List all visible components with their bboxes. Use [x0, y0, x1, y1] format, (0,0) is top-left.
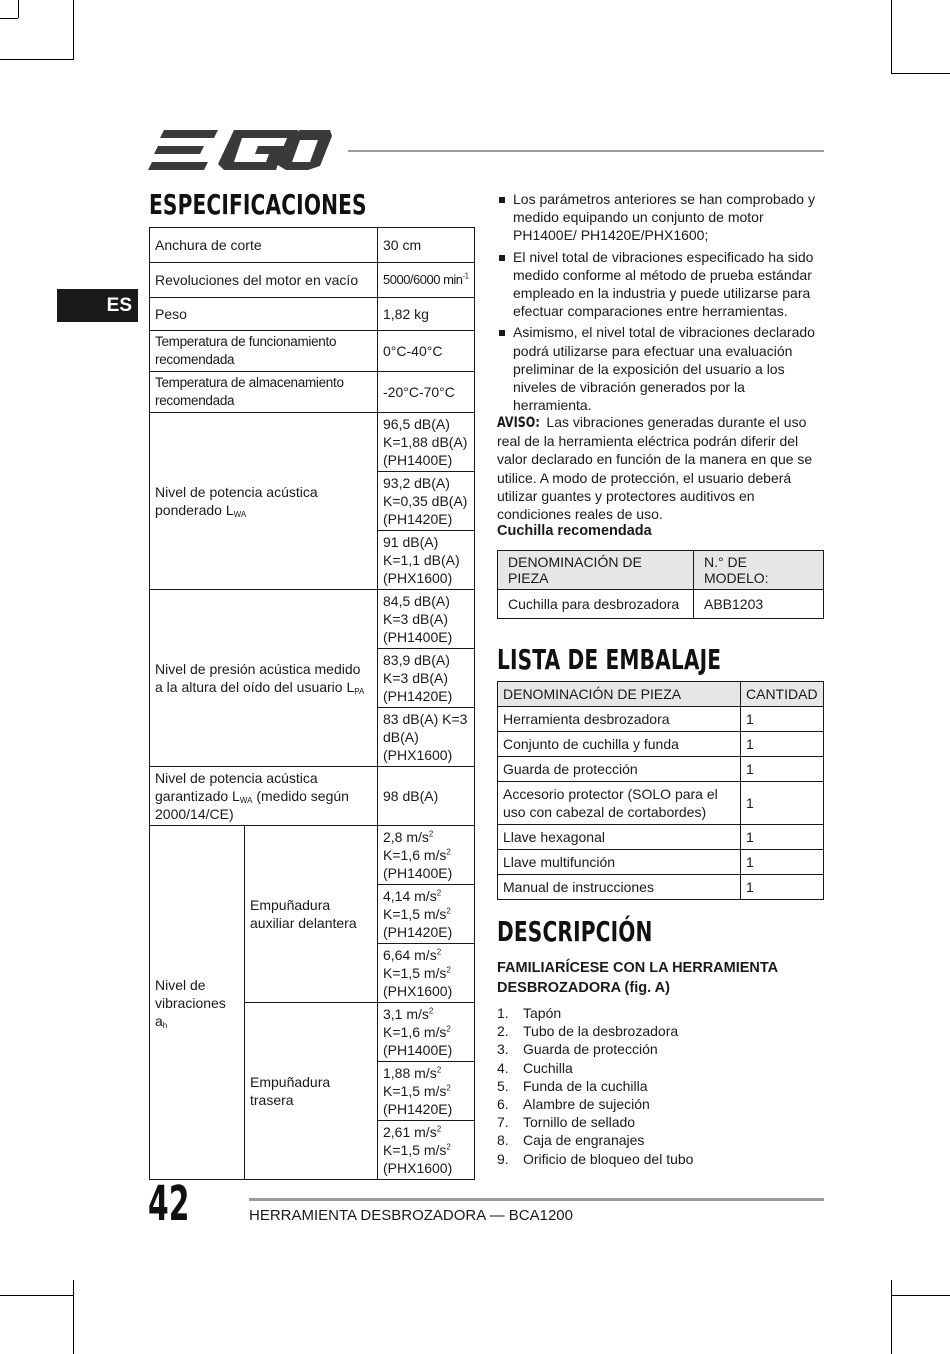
- table-cell: Llave hexagonal: [498, 825, 741, 850]
- spec-label: [150, 767, 378, 826]
- list-item: [497, 190, 827, 245]
- table-row: [150, 767, 475, 826]
- blade-title: Cuchilla recomendada: [497, 523, 652, 539]
- notice-label: AVISO:: [497, 415, 540, 431]
- bullet-icon: [499, 330, 505, 336]
- ego-logo: [148, 128, 332, 177]
- spec-label: [150, 413, 378, 590]
- spec-label: [150, 590, 378, 767]
- rear-handle-label: Empuñadura trasera: [245, 1003, 378, 1180]
- description-title: DESCRIPCIÓN: [497, 915, 653, 948]
- table-cell: 1: [741, 757, 824, 782]
- item-text: Caja de engranajes: [523, 1132, 645, 1149]
- table-row: [498, 757, 824, 782]
- spec-value: 83 dB(A) K=3 dB(A) (PHX1600): [378, 708, 475, 767]
- item-text: Tornillo de sellado: [523, 1114, 636, 1131]
- spec-value: 0°C-40°C: [378, 331, 475, 372]
- subscript: WA: [233, 510, 247, 519]
- item-number: 8.: [497, 1132, 509, 1149]
- guaranteed-label: Nivel de potencia acústica garantizado L: [155, 770, 318, 804]
- bullet-text: El nivel total de vibraciones especificado ha sido medido conforme al método de prueba estándar empleado en la industria y puede utilizarse para efectuar comparaciones entre herramientas.: [513, 248, 814, 320]
- spec-value: 1,82 kg: [378, 298, 475, 331]
- item-text: Cuchilla: [523, 1059, 573, 1076]
- front-handle-label: Empuñadura auxiliar delantera: [245, 826, 378, 1003]
- table-row: [150, 228, 475, 263]
- table-header-row: [498, 551, 824, 590]
- header-rule: [348, 150, 824, 152]
- item-number: 4.: [497, 1059, 509, 1076]
- list-item: [497, 1113, 693, 1131]
- rpm-value: 5000/6000 min: [383, 272, 463, 287]
- item-number: 6.: [497, 1096, 509, 1113]
- spec-value: 84,5 dB(A) K=3 dB(A) (PH1400E): [378, 590, 475, 649]
- item-text: Orificio de bloqueo del tubo: [523, 1150, 694, 1167]
- item-number: 7.: [497, 1114, 509, 1131]
- spec-value: 6,64 $m/s^2$ K=1,5 $m/s^2$ (PHX1600): [378, 944, 475, 1003]
- spec-value: -20°C-70°C: [378, 372, 475, 413]
- item-number: 9.: [497, 1150, 509, 1167]
- column-header: DENOMINACIÓN DE PIEZA: [498, 682, 741, 707]
- parts-list: [497, 1004, 693, 1168]
- list-item: [497, 1004, 693, 1022]
- spec-value: 91 dB(A) K=1,1 dB(A) (PHX1600): [378, 531, 475, 590]
- table-row: [498, 732, 824, 757]
- crop-mark: [73, 0, 74, 60]
- table-row: [498, 782, 824, 825]
- spec-value: [378, 263, 475, 298]
- vibration-label: [150, 826, 245, 1180]
- list-item: [497, 1150, 693, 1168]
- table-row: [498, 590, 824, 619]
- crop-mark: [73, 1280, 74, 1354]
- language-tab: ES: [57, 289, 138, 322]
- table-cell: 1: [741, 782, 824, 825]
- spec-label: Temperatura de funcionamiento recomendada: [150, 331, 378, 372]
- table-row: [498, 875, 824, 900]
- rpm-exponent: -1: [462, 271, 469, 281]
- list-item: [497, 248, 827, 321]
- table-cell: 1: [741, 875, 824, 900]
- crop-mark: [0, 59, 74, 60]
- table-cell: 1: [741, 707, 824, 732]
- footer-title: HERRAMIENTA DESBROZADORA — BCA1200: [249, 1207, 573, 1224]
- table-row: [150, 413, 475, 472]
- crop-mark: [891, 73, 950, 74]
- table-row: [150, 826, 475, 885]
- sound-pressure-label: Nivel de presión acústica medido a la altura del oído del usuario L: [155, 661, 361, 695]
- crop-mark: [0, 1295, 74, 1296]
- item-text: Guarda de protección: [523, 1041, 658, 1058]
- blade-table: [497, 550, 824, 619]
- table-row: [150, 298, 475, 331]
- item-text: Tubo de la desbrozadora: [523, 1023, 679, 1040]
- spec-value: 83,9 dB(A) K=3 dB(A) (PH1420E): [378, 649, 475, 708]
- table-cell: Guarda de protección: [498, 757, 741, 782]
- spec-value: 98 dB(A): [378, 767, 475, 826]
- packing-table: [497, 681, 824, 900]
- item-number: 5.: [497, 1077, 509, 1094]
- table-cell: Cuchilla para desbrozadora: [498, 590, 694, 619]
- description-subtitle: FAMILIARÍCESE CON LA HERRAMIENTA DESBROZADORA (fig. A): [497, 960, 778, 996]
- column-header: CANTIDAD: [741, 682, 824, 707]
- subscript: WA: [239, 796, 253, 805]
- notice: [497, 413, 822, 523]
- crop-mark: [0, 18, 18, 19]
- column-header: N.° DE MODELO:: [694, 551, 824, 590]
- table-row: [150, 372, 475, 413]
- crop-mark: [891, 1280, 892, 1354]
- sound-power-label: Nivel de potencia acústica ponderado L: [155, 484, 318, 518]
- spec-value: 30 cm: [378, 228, 475, 263]
- table-cell: Conjunto de cuchilla y funda: [498, 732, 741, 757]
- spec-label: Temperatura de almacenamiento recomendada: [150, 372, 378, 413]
- table-cell: 1: [741, 825, 824, 850]
- item-number: 2.: [497, 1023, 509, 1040]
- list-item: [497, 1095, 693, 1113]
- list-item: [497, 1040, 693, 1058]
- spec-value: 93,2 dB(A) K=0,35 dB(A) (PH1420E): [378, 472, 475, 531]
- table-row: [498, 850, 824, 875]
- table-row: [150, 331, 475, 372]
- table-cell: Herramienta desbrozadora: [498, 707, 741, 732]
- table-cell: 1: [741, 732, 824, 757]
- spec-value: 4,14 $m/s^2$ K=1,5 $m/s^2$ (PH1420E): [378, 885, 475, 944]
- table-row: [150, 263, 475, 298]
- specs-table: [149, 227, 475, 1180]
- crop-mark: [18, 0, 19, 18]
- vibration-label-text: Nivel de vibraciones a: [155, 976, 226, 1029]
- notice-text: Las vibraciones generadas durante el uso real de la herramienta eléctrica podrán diferir del valor declarado en función de la manera en que se utilice. A modo de protección, el usuario deberá utilizar guantes y protectores auditivos en condiciones reales de uso.: [497, 414, 813, 523]
- page-number: 42: [148, 1176, 190, 1232]
- guaranteed-label-suffix: (medido según 2000/14/CE): [155, 788, 349, 822]
- spec-label: Peso: [150, 298, 378, 331]
- crop-mark: [891, 1295, 950, 1296]
- column-header: DENOMINACIÓN DE PIEZA: [498, 551, 694, 590]
- packing-title: LISTA DE EMBALAJE: [497, 643, 722, 676]
- table-cell: ABB1203: [694, 590, 824, 619]
- item-text: Funda de la cuchilla: [523, 1077, 648, 1094]
- table-cell: Llave multifunción: [498, 850, 741, 875]
- list-item: [497, 1131, 693, 1149]
- subscript: h: [162, 1020, 168, 1030]
- bullet-text: Los parámetros anteriores se han comprobado y medido equipando un conjunto de motor PH1400E/ PH1420E/PHX1600;: [513, 191, 815, 244]
- subscript: PA: [354, 687, 365, 696]
- footer-rule: [249, 1198, 824, 1201]
- list-item: [497, 1022, 693, 1040]
- crop-mark: [891, 0, 892, 74]
- spec-value: 1,88 $m/s^2$ K=1,5 $m/s^2$ (PH1420E): [378, 1062, 475, 1121]
- table-cell: Manual de instrucciones: [498, 875, 741, 900]
- spec-label: Revoluciones del motor en vacío: [150, 263, 378, 298]
- spec-value: 2,8 $m/s^2$ K=1,6 $m/s^2$ (PH1400E): [378, 826, 475, 885]
- spec-value: 96,5 dB(A) K=1,88 dB(A) (PH1400E): [378, 413, 475, 472]
- bullet-icon: [499, 255, 505, 261]
- item-text: Alambre de sujeción: [523, 1096, 650, 1113]
- table-cell: 1: [741, 850, 824, 875]
- spec-value: 2,61 $m/s^2$ K=1,5 $m/s^2$ (PHX1600): [378, 1121, 475, 1180]
- spec-label: Anchura de corte: [150, 228, 378, 263]
- bullet-icon: [499, 197, 505, 203]
- table-row: [498, 825, 824, 850]
- spec-value: 3,1 $m/s^2$ K=1,6 $m/s^2$ (PH1400E): [378, 1003, 475, 1062]
- specs-title: ESPECIFICACIONES: [149, 188, 367, 221]
- table-row: [150, 590, 475, 649]
- table-header-row: [498, 682, 824, 707]
- bullet-text: Asimismo, el nivel total de vibraciones declarado podrá utilizarse para efectuar una evaluación preliminar de la exposición del usuario a los niveles de vibración generados por la herramienta.: [513, 324, 815, 414]
- table-row: [498, 707, 824, 732]
- item-text: Tapón: [523, 1005, 562, 1021]
- notes-list: [497, 190, 827, 417]
- item-number: 1.: [497, 1005, 509, 1021]
- table-cell: Accesorio protector (SOLO para el uso con cabezal de cortabordes): [498, 782, 741, 825]
- list-item: [497, 1059, 693, 1077]
- list-item: [497, 1077, 693, 1095]
- item-number: 3.: [497, 1041, 509, 1058]
- list-item: [497, 323, 827, 414]
